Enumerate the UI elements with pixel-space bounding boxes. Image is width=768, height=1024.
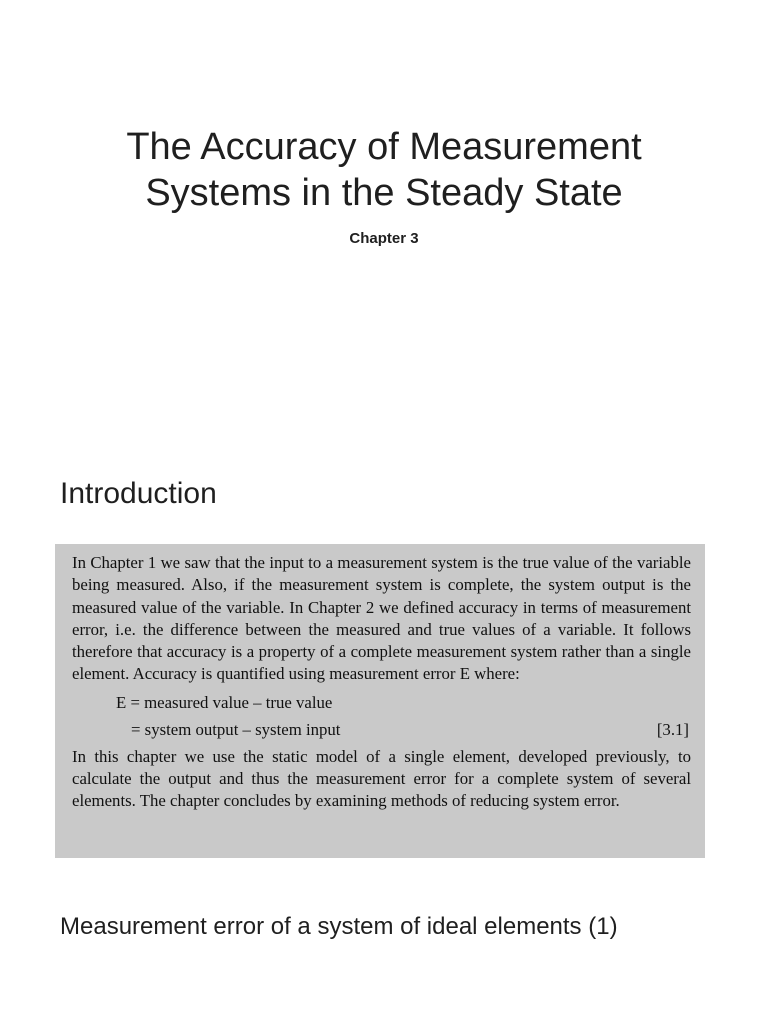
equation-number: [3.1] — [656, 719, 689, 739]
introduction-heading: Introduction — [60, 477, 217, 510]
introduction-paragraph-2: In this chapter we use the static model of a single element, developed previously, to calculate the output and thus the measurement error for a complete system of several elements. The chapter concludes by examining methods of reducing system error. — [72, 746, 691, 811]
equation-line-2: = system output – system input — [131, 719, 341, 739]
slide-title — [0, 124, 768, 216]
ideal-elements-heading: Measurement error of a system of ideal elements (1) — [60, 913, 618, 940]
equation-line-1: E = measured value – true value — [116, 692, 333, 712]
equation-block — [72, 689, 691, 743]
introduction-excerpt-box — [55, 544, 705, 858]
slide-title-line-1: The Accuracy of Measurement — [126, 126, 642, 168]
chapter-subtitle: Chapter 3 — [349, 230, 419, 247]
introduction-paragraph-1: In Chapter 1 we saw that the input to a measurement system is the true value of the variable being measured. Also, if the measurement system is complete, the system output is the measured value of the variable. In Chapter 2 we defined accuracy in terms of measurement error, i.e. the difference between the measured and true values of a variable. It follows therefore that accuracy is a property of a complete measurement system rather than a single element. Accuracy is quantified using measurement error E where: — [72, 553, 691, 684]
slide-title-line-2: Systems in the Steady State — [145, 172, 623, 214]
